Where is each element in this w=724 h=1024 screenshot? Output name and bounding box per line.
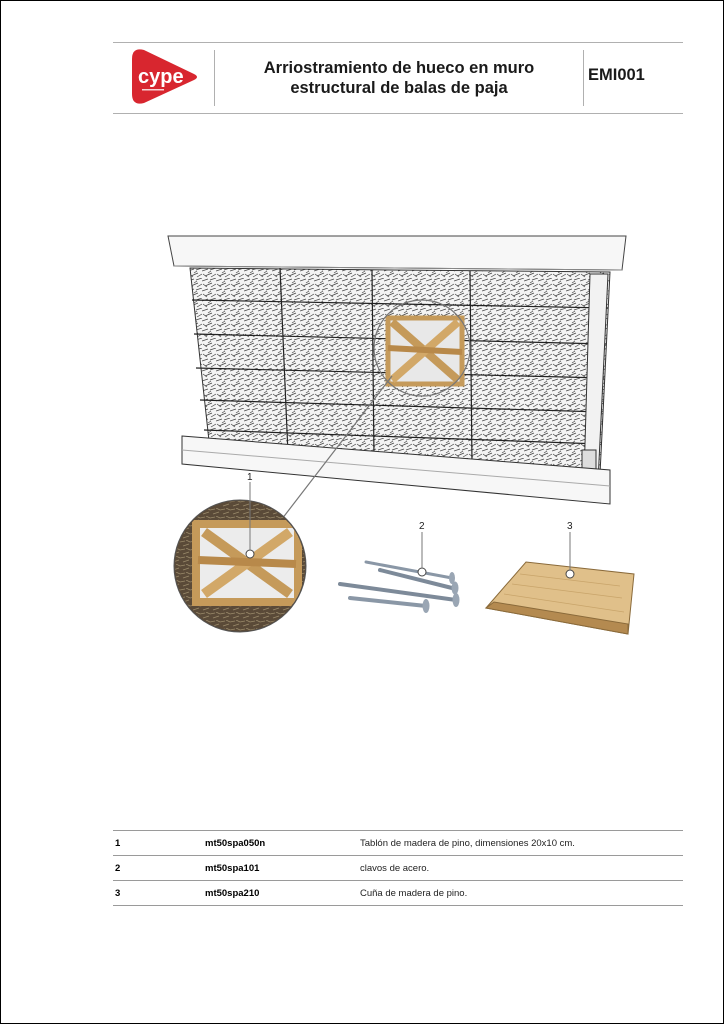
header-divider-right xyxy=(583,50,584,106)
construction-illustration xyxy=(160,228,640,648)
part-description: Cuña de madera de pino. xyxy=(360,881,683,906)
cype-logo xyxy=(130,46,200,106)
logo-wordmark: cype xyxy=(138,66,184,88)
nails-illustration xyxy=(340,562,460,613)
table-row xyxy=(113,881,683,906)
part-number: 1 xyxy=(113,831,205,856)
top-beam xyxy=(168,236,626,270)
wood-wedge-illustration xyxy=(486,562,634,634)
part-number: 3 xyxy=(113,881,205,906)
zoom-detail-circle xyxy=(170,498,310,638)
part-code: mt50spa050n xyxy=(205,831,360,856)
table-row xyxy=(113,831,683,856)
parts-table xyxy=(113,830,683,906)
page-title xyxy=(220,58,578,98)
callout-1: 1 xyxy=(247,472,253,483)
header-top-rule xyxy=(113,42,683,43)
part-description: clavos de acero. xyxy=(360,856,683,881)
part-code: mt50spa210 xyxy=(205,881,360,906)
title-line-1: Arriostramiento de hueco en muro xyxy=(263,59,535,77)
part-number: 2 xyxy=(113,856,205,881)
part-code: mt50spa101 xyxy=(205,856,360,881)
document-code: EMI001 xyxy=(588,66,645,84)
title-line-2: estructural de balas de paja xyxy=(290,79,508,97)
part-description: Tablón de madera de pino, dimensiones 20x10 cm. xyxy=(360,831,683,856)
callout-3: 3 xyxy=(567,521,573,532)
header-bottom-rule xyxy=(113,113,683,114)
header-divider-left xyxy=(214,50,215,106)
callout-2: 2 xyxy=(419,521,425,532)
table-row xyxy=(113,856,683,881)
